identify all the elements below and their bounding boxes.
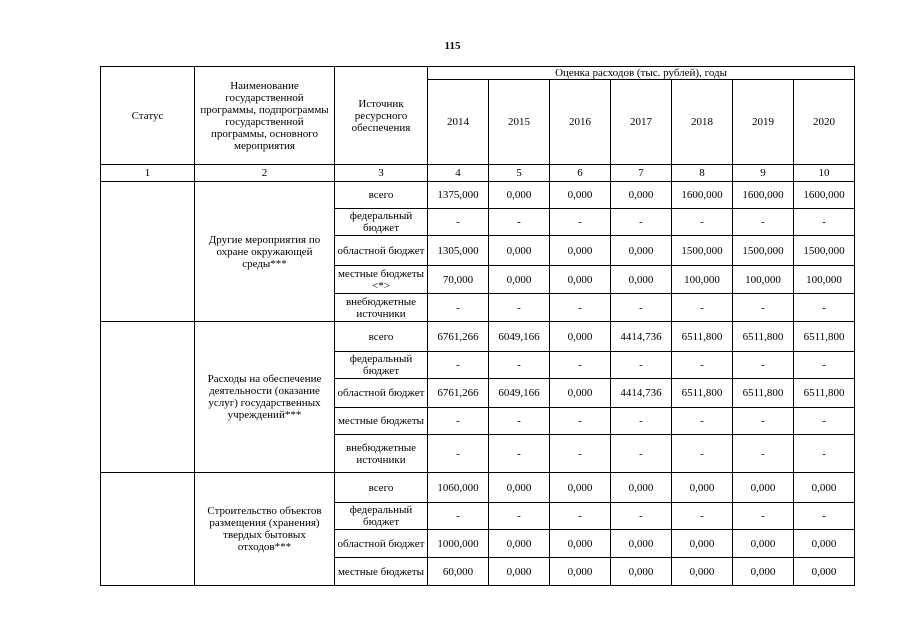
value-cell: 6049,166 [489,322,550,352]
column-number: 10 [794,165,855,182]
column-number: 1 [101,165,195,182]
value-cell: 6511,800 [733,379,794,408]
value-cell: 0,000 [489,558,550,586]
program-name-cell: Расходы на обеспечение деятельности (оказание услуг) государственных учреждений*** [195,322,335,473]
value-cell: 6511,800 [733,322,794,352]
value-cell: 0,000 [733,473,794,503]
value-cell: - [733,294,794,322]
source-cell: внебюджетные источники [335,435,428,473]
header-source: Источник ресурсного обеспечения [335,67,428,165]
value-cell: - [489,352,550,379]
value-cell: - [672,352,733,379]
value-cell: 0,000 [550,379,611,408]
value-cell: 1500,000 [794,236,855,266]
value-cell: - [733,209,794,236]
value-cell: 0,000 [611,266,672,294]
value-cell: - [428,294,489,322]
value-cell: 100,000 [794,266,855,294]
value-cell: 1000,000 [428,530,489,558]
value-cell: - [550,435,611,473]
column-number: 3 [335,165,428,182]
column-number: 4 [428,165,489,182]
value-cell: - [550,408,611,435]
value-cell: - [611,408,672,435]
value-cell: 60,000 [428,558,489,586]
value-cell: - [489,408,550,435]
value-cell: 0,000 [550,266,611,294]
column-number: 8 [672,165,733,182]
value-cell: 0,000 [611,558,672,586]
value-cell: - [428,209,489,236]
value-cell: - [428,435,489,473]
status-cell [101,182,195,322]
value-cell: 0,000 [794,530,855,558]
source-cell: всего [335,322,428,352]
value-cell: - [489,435,550,473]
value-cell: 6049,166 [489,379,550,408]
column-number: 7 [611,165,672,182]
table-row [101,182,855,209]
value-cell: 100,000 [672,266,733,294]
value-cell: 0,000 [489,236,550,266]
status-cell [101,322,195,473]
value-cell: 6511,800 [794,379,855,408]
table-row [101,473,855,503]
column-number: 9 [733,165,794,182]
header-year: 2014 [428,80,489,165]
value-cell: 0,000 [611,182,672,209]
program-name-cell: Другие мероприятия по охране окружающей среды*** [195,182,335,322]
header-row-main [101,67,855,80]
value-cell: 6761,266 [428,379,489,408]
value-cell: - [794,352,855,379]
value-cell: 1500,000 [672,236,733,266]
value-cell: 1375,000 [428,182,489,209]
source-cell: местные бюджеты [335,558,428,586]
table-row [101,322,855,352]
page-number: 115 [444,40,461,52]
value-cell: - [672,408,733,435]
value-cell: - [428,503,489,530]
column-number: 6 [550,165,611,182]
value-cell: - [794,408,855,435]
value-cell: - [733,435,794,473]
value-cell: - [489,294,550,322]
header-year: 2016 [550,80,611,165]
column-number: 2 [195,165,335,182]
value-cell: - [428,352,489,379]
header-year: 2019 [733,80,794,165]
header-estimate: Оценка расходов (тыс. рублей), годы [428,67,855,80]
program-name-cell: Строительство объектов размещения (хранения) твердых бытовых отходов*** [195,473,335,586]
value-cell: 0,000 [550,236,611,266]
status-cell [101,473,195,586]
source-cell: федеральный бюджет [335,352,428,379]
header-year: 2017 [611,80,672,165]
value-cell: 4414,736 [611,379,672,408]
value-cell: - [794,435,855,473]
value-cell: 0,000 [489,473,550,503]
value-cell: 0,000 [550,473,611,503]
value-cell: - [611,435,672,473]
value-cell: 0,000 [550,558,611,586]
value-cell: - [428,408,489,435]
value-cell: 100,000 [733,266,794,294]
header-year: 2015 [489,80,550,165]
value-cell: - [733,352,794,379]
header-name: Наименование государственной программы, подпрограммы государственной программы, основного мероприятия [195,67,335,165]
value-cell: 6511,800 [672,379,733,408]
value-cell: 0,000 [794,473,855,503]
source-cell: местные бюджеты [335,408,428,435]
value-cell: - [794,294,855,322]
value-cell: - [672,503,733,530]
header-year: 2018 [672,80,733,165]
source-cell: местные бюджеты <*> [335,266,428,294]
value-cell: - [672,294,733,322]
source-cell: всего [335,182,428,209]
value-cell: - [550,294,611,322]
header-status: Статус [101,67,195,165]
value-cell: - [672,435,733,473]
value-cell: - [611,294,672,322]
value-cell: - [489,503,550,530]
value-cell: 1600,000 [733,182,794,209]
value-cell: - [550,503,611,530]
source-cell: внебюджетные источники [335,294,428,322]
value-cell: 0,000 [672,558,733,586]
source-cell: областной бюджет [335,379,428,408]
value-cell: 70,000 [428,266,489,294]
value-cell: 0,000 [672,530,733,558]
value-cell: 6511,800 [794,322,855,352]
value-cell: 0,000 [611,473,672,503]
value-cell: 0,000 [611,530,672,558]
value-cell: - [550,209,611,236]
value-cell: 6761,266 [428,322,489,352]
value-cell: - [550,352,611,379]
value-cell: 0,000 [672,473,733,503]
source-cell: всего [335,473,428,503]
value-cell: 0,000 [550,182,611,209]
source-cell: областной бюджет [335,236,428,266]
value-cell: - [733,503,794,530]
value-cell: 4414,736 [611,322,672,352]
table-body [101,182,855,586]
source-cell: федеральный бюджет [335,503,428,530]
value-cell: 0,000 [489,182,550,209]
value-cell: 0,000 [611,236,672,266]
value-cell: 0,000 [550,322,611,352]
column-number: 5 [489,165,550,182]
value-cell: 1600,000 [794,182,855,209]
value-cell: - [611,503,672,530]
value-cell: 0,000 [794,558,855,586]
header-row-numbers [101,165,855,182]
value-cell: 6511,800 [672,322,733,352]
value-cell: 1060,000 [428,473,489,503]
value-cell: 0,000 [489,266,550,294]
value-cell: 1600,000 [672,182,733,209]
value-cell: 0,000 [550,530,611,558]
value-cell: - [672,209,733,236]
value-cell: 0,000 [733,530,794,558]
value-cell: - [611,209,672,236]
value-cell: - [794,503,855,530]
value-cell: - [489,209,550,236]
value-cell: 1305,000 [428,236,489,266]
value-cell: - [794,209,855,236]
source-cell: областной бюджет [335,530,428,558]
value-cell: - [733,408,794,435]
source-cell: федеральный бюджет [335,209,428,236]
header-year: 2020 [794,80,855,165]
value-cell: 0,000 [489,530,550,558]
budget-table [100,66,855,586]
value-cell: 1500,000 [733,236,794,266]
value-cell: 0,000 [733,558,794,586]
value-cell: - [611,352,672,379]
